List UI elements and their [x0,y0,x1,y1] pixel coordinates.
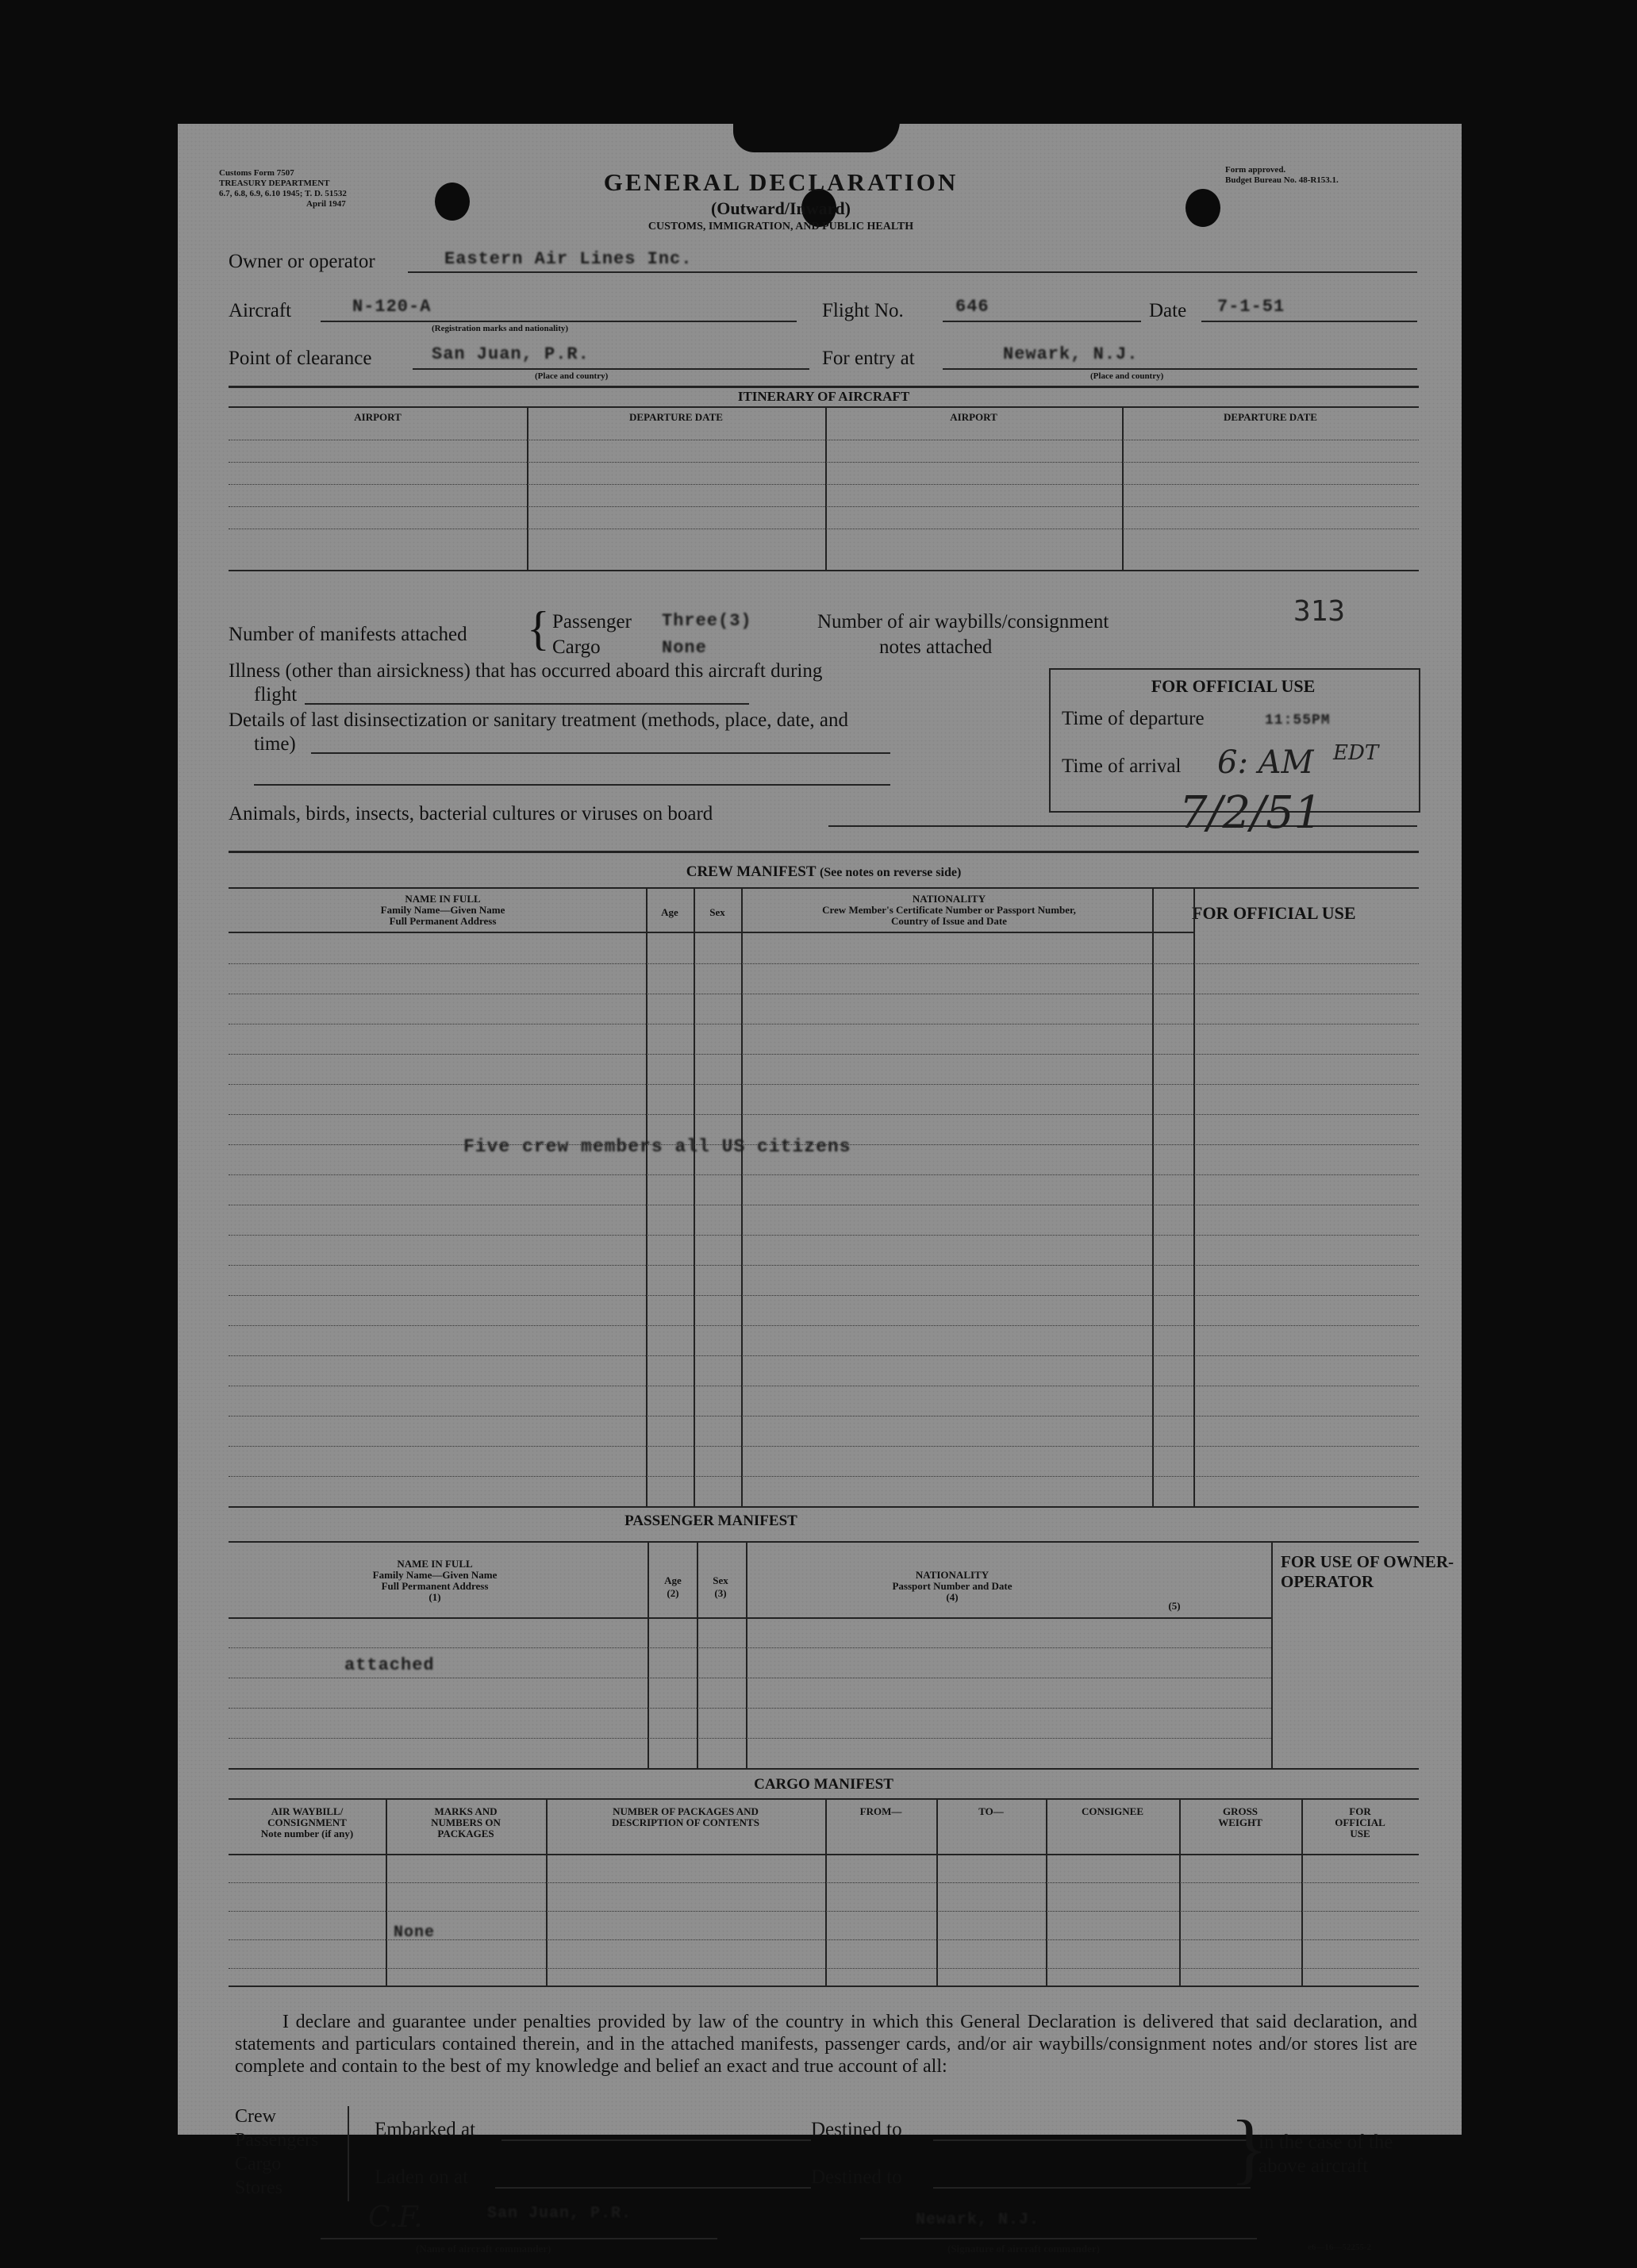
passenger-col-5: (5) [1168,1600,1181,1612]
disinsect-label-2: time) [254,733,296,755]
crew-entry: Five crew members all US citizens [463,1136,851,1157]
declaration-item-passengers: Passengers [235,2130,319,2151]
itinerary-col-date-2: DEPARTURE DATE [1224,411,1317,423]
cargo-col-header-line: WEIGHT [1218,1816,1262,1828]
crew-col-nat-label: NATIONALITY [912,893,986,905]
passenger-col-sex-label: Sex [713,1574,728,1586]
passenger-col-name-label: NAME IN FULL [397,1558,473,1570]
cargo-col-header-line: NUMBER OF PACKAGES AND [613,1805,759,1817]
passenger-col-age-label: Age [664,1574,682,1586]
passenger-col-nat-sub: Passport Number and Date [892,1580,1013,1592]
department: TREASURY DEPARTMENT [219,179,330,188]
cargo-col-header-line: CONSIGNEE [1081,1805,1144,1817]
passenger-title-rule [229,1541,1419,1543]
commander-note: (Name of aircraft commander) [416,2243,551,2255]
itinerary-title: ITINERARY OF AIRCRAFT [737,389,910,404]
cargo-col-divider [825,1798,827,1985]
passenger-col-div-4 [1271,1541,1273,1768]
declaration-text: I declare and guarantee under penalties provided by law of the country in which this General Declaration is delivered that said declaration, and statements and particulars contained therein, and in the attached manifests, passenger cards, and/or air waybills/consignment notes and/or stores list are complete and contain to the best of my knowledge and belief an exact and true account of all: [235,2012,1417,2077]
punch-hole-right [1185,189,1220,227]
date-value: 7-1-51 [1217,297,1285,317]
cargo-col-header-line: CONSIGNMENT [267,1816,347,1828]
cargo-col-header [1046,1806,1179,1817]
crew-row-line [229,1054,1419,1055]
crew-title-rule [229,887,1419,889]
case-label-2: above aircraft [1258,2155,1369,2177]
aircraft-label: Aircraft [229,300,292,321]
declaration-item-stores: Stores [235,2178,282,2198]
approval-line-2: Budget Bureau No. 48-R153.1. [1225,175,1339,185]
disinsect-line [311,752,890,754]
departure-time-value: 11:55PM [1265,713,1331,728]
destined-label-2: Destined to [811,2166,902,2188]
flight-label: Flight No. [822,300,904,321]
animals-label: Animals, birds, insects, bacterial cultures or viruses on board [229,803,713,825]
laden-line [495,2187,811,2189]
cargo-col-header-line: NUMBERS ON [431,1816,501,1828]
passenger-col-nat-label: NATIONALITY [915,1569,990,1581]
commander-value: San Juan, P.R. [487,2205,632,2223]
cargo-col-header [229,1806,386,1839]
passenger-col-div-2 [697,1541,698,1768]
crew-col-name-label: NAME IN FULL [405,893,481,905]
signature-note: (Signature of aircraft commander) [947,2243,1100,2255]
manifests-brace: { [527,602,550,655]
passenger-col-nationality [746,1570,1159,1603]
crew-col-div-3 [741,887,743,1506]
cargo-col-header-line: AIR WAYBILL/ [271,1805,344,1817]
aircraft-line [321,321,797,322]
crew-row-line [229,1416,1419,1417]
passenger-col-owner: FOR USE OF OWNER-OPERATOR [1281,1552,1454,1591]
crew-header-rule [229,932,1193,933]
crew-row-line [229,1265,1419,1266]
embarked-line [501,2139,811,2141]
cargo-col-header [1301,1806,1419,1839]
passenger-count-label: Passenger [552,611,632,632]
destined-line-2 [933,2187,1251,2189]
crew-title-note: (See notes on reverse side) [819,866,962,879]
passenger-header-rule [229,1617,1273,1619]
cargo-col-divider [1179,1798,1181,1985]
cargo-col-divider [936,1798,938,1985]
cargo-col-header [546,1806,825,1828]
laden-label: Laden on at [375,2166,469,2188]
clearance-value: San Juan, P.R. [432,344,590,364]
aircraft-note: (Registration marks and nationality) [432,324,569,333]
itinerary-col-div-1 [527,406,528,570]
passenger-col-age [649,1574,697,1600]
waybills-label: Number of air waybills/consignment [817,611,1109,632]
itinerary-bottom-rule [229,570,1419,571]
crew-col-nat-sub1: Crew Member's Certificate Number or Passport Number, [822,904,1076,916]
cargo-col-header-line: FOR [1349,1805,1371,1817]
entry-value: Newark, N.J. [1003,344,1139,364]
commander-signature-scrawl: C.F. [368,2201,423,2234]
itinerary-top-rule [229,386,1419,388]
itinerary-title-rule [229,406,1419,408]
passenger-row-line [229,1708,1271,1709]
crew-row-line [229,1446,1419,1447]
cargo-col-header-line: DESCRIPTION OF CONTENTS [612,1816,759,1828]
cargo-col-divider [1046,1798,1047,1985]
commander-line [321,2238,717,2239]
cargo-bottom-rule [229,1985,1419,1987]
itinerary-col-div-3 [1122,406,1124,570]
signature-line [860,2238,1257,2239]
crew-col-name-sub1: Family Name—Given Name [380,904,505,916]
passenger-col-sex [697,1574,744,1600]
print-code: e6—16—52255-2 [1308,2243,1372,2252]
arrival-time-zone: EDT [1333,741,1379,765]
form-id-block [219,168,457,210]
passenger-row-line [229,1647,1271,1648]
cargo-row-line [229,1968,1419,1969]
cargo-entry: None [394,1924,436,1942]
crew-title: CREW MANIFEST [686,863,817,880]
form-number: Customs Form 7507 [219,168,294,178]
passenger-col-name-sub1: Family Name—Given Name [372,1569,498,1581]
cargo-col-header [1179,1806,1301,1828]
cargo-count-value: None [662,638,707,658]
entry-note: (Place and country) [1090,371,1164,381]
flight-line [943,321,1141,322]
arrival-time-value: 6: AM [1217,744,1314,781]
waybills-label-2: notes attached [879,636,993,658]
crew-row-line [229,1295,1419,1296]
crew-row-line [229,1476,1419,1477]
itinerary-row-line [229,484,1419,485]
departure-time-label: Time of departure [1062,708,1205,729]
embarked-label: Embarked at [375,2119,476,2140]
form-date: April 1947 [306,199,346,209]
crew-col-div-2 [694,887,695,1506]
declaration-item-cargo: Cargo [235,2154,282,2174]
entry-line [943,368,1417,370]
cargo-col-header-line: OFFICIAL [1335,1816,1385,1828]
crew-bottom-rule [229,1506,1419,1508]
passenger-col-sex-num: (3) [714,1587,727,1599]
cargo-col-header-line: USE [1350,1828,1370,1839]
itinerary-col-div-2 [825,406,827,570]
cargo-col-header [386,1806,546,1839]
owner-label: Owner or operator [229,251,375,272]
crew-top-rule [229,851,1419,853]
arrival-time-label: Time of arrival [1062,755,1182,777]
approval-block [1225,165,1455,186]
passenger-col-age-num: (2) [667,1587,679,1599]
itinerary-col-date-1: DEPARTURE DATE [629,411,723,423]
illness-line [305,703,749,705]
regulation-ref: 6.7, 6.8, 6.9, 6.10 1945; T. D. 51532 [219,189,347,198]
passenger-col-div-3 [746,1541,747,1768]
crew-row-line [229,1114,1419,1115]
animals-line [828,825,1417,827]
disinsect-line-2 [254,784,890,786]
destined-line-1 [933,2139,1251,2141]
cargo-col-header-line: FROM— [859,1805,902,1817]
crew-row-line [229,1325,1419,1326]
signature-value: Newark, N.J. [916,2211,1040,2229]
crew-col-name [229,894,657,927]
crew-col-name-sub2: Full Permanent Address [389,915,497,927]
date-line [1201,321,1417,322]
approval-line-1: Form approved. [1225,165,1286,175]
destined-label-1: Destined to [811,2119,902,2140]
declaration-brace: } [1230,2104,1268,2192]
crew-title-block [229,863,1419,881]
form-subtitle: (Outward/Inward) [710,198,851,218]
case-label-1: in the case of the [1258,2132,1393,2153]
passenger-title: PASSENGER MANIFEST [624,1513,797,1529]
cargo-row-line [229,1882,1419,1883]
passenger-col-name-num: (1) [428,1591,441,1603]
waybills-value: 313 [1293,595,1346,628]
crew-col-sex: Sex [709,906,725,918]
illness-label-2: flight [254,684,298,705]
disinsect-label: Details of last disinsectization or sanitary treatment (methods, place, date, and [229,709,848,731]
cargo-header-rule [229,1854,1419,1855]
cargo-col-header [936,1806,1046,1817]
cargo-col-header-line: GROSS [1222,1805,1258,1817]
passenger-count-value: Three(3) [662,611,752,631]
crew-row-line [229,1235,1419,1236]
passenger-col-nat-num: (4) [946,1591,959,1603]
flight-value: 646 [955,297,990,317]
itinerary-col-airport-1: AIRPORT [354,411,402,423]
date-label: Date [1149,300,1187,321]
cargo-col-header-line: TO— [978,1805,1004,1817]
cargo-row-line [229,1911,1419,1912]
declaration-items-rule [348,2106,349,2201]
cargo-title-rule [229,1798,1419,1800]
crew-row-line [229,1355,1419,1356]
passenger-entry: attached [344,1655,435,1675]
cargo-col-divider [386,1798,387,1985]
cargo-col-divider [546,1798,548,1985]
itinerary-col-airport-2: AIRPORT [950,411,997,423]
cargo-col-header [825,1806,936,1817]
torn-edge [733,121,900,152]
crew-col-div-4 [1152,887,1154,1506]
clearance-label: Point of clearance [229,348,372,369]
cargo-title: CARGO MANIFEST [754,1776,893,1793]
passenger-col-name [229,1559,641,1603]
cargo-col-header-line: PACKAGES [437,1828,494,1839]
cargo-col-header-line: Note number (if any) [260,1828,354,1839]
declaration-item-crew: Crew [235,2106,276,2127]
passenger-col-name-sub2: Full Permanent Address [381,1580,489,1592]
passenger-bottom-rule [229,1768,1419,1770]
clearance-line [413,368,809,370]
owner-line [408,271,1417,273]
official-use-title: FOR OFFICIAL USE [1151,676,1316,696]
passenger-col-div-1 [647,1541,649,1768]
form-sheet [178,124,1462,2255]
crew-col-nat-sub2: Country of Issue and Date [891,915,1007,927]
crew-row-line [229,1084,1419,1085]
crew-row-line [229,1174,1419,1175]
aircraft-value: N-120-A [352,297,432,317]
cargo-count-label: Cargo [552,636,601,658]
arrival-date-value: 7/2/51 [1179,787,1323,839]
crew-col-nationality [743,894,1155,927]
itinerary-row-line [229,506,1419,507]
cargo-col-header-line: MARKS AND [434,1805,498,1817]
owner-value: Eastern Air Lines Inc. [444,249,693,269]
declaration-items [235,2105,318,2200]
crew-row-line [229,963,1419,964]
illness-label: Illness (other than airsickness) that has occurred aboard this aircraft during [229,660,823,682]
crew-col-div-5 [1193,887,1195,1506]
clearance-note: (Place and country) [535,371,609,381]
passenger-row-line [229,1738,1271,1739]
cargo-col-divider [1301,1798,1303,1985]
itinerary-row-line [229,462,1419,463]
crew-col-div-1 [646,887,647,1506]
form-title: GENERAL DECLARATION [603,168,959,196]
manifests-label: Number of manifests attached [229,624,467,645]
form-subsubtitle: CUSTOMS, IMMIGRATION, AND PUBLIC HEALTH [647,221,914,233]
crew-col-age: Age [661,906,678,918]
crew-col-official: FOR OFFICIAL USE [1192,903,1356,923]
crew-row-line [229,1144,1419,1145]
entry-label: For entry at [822,348,915,369]
